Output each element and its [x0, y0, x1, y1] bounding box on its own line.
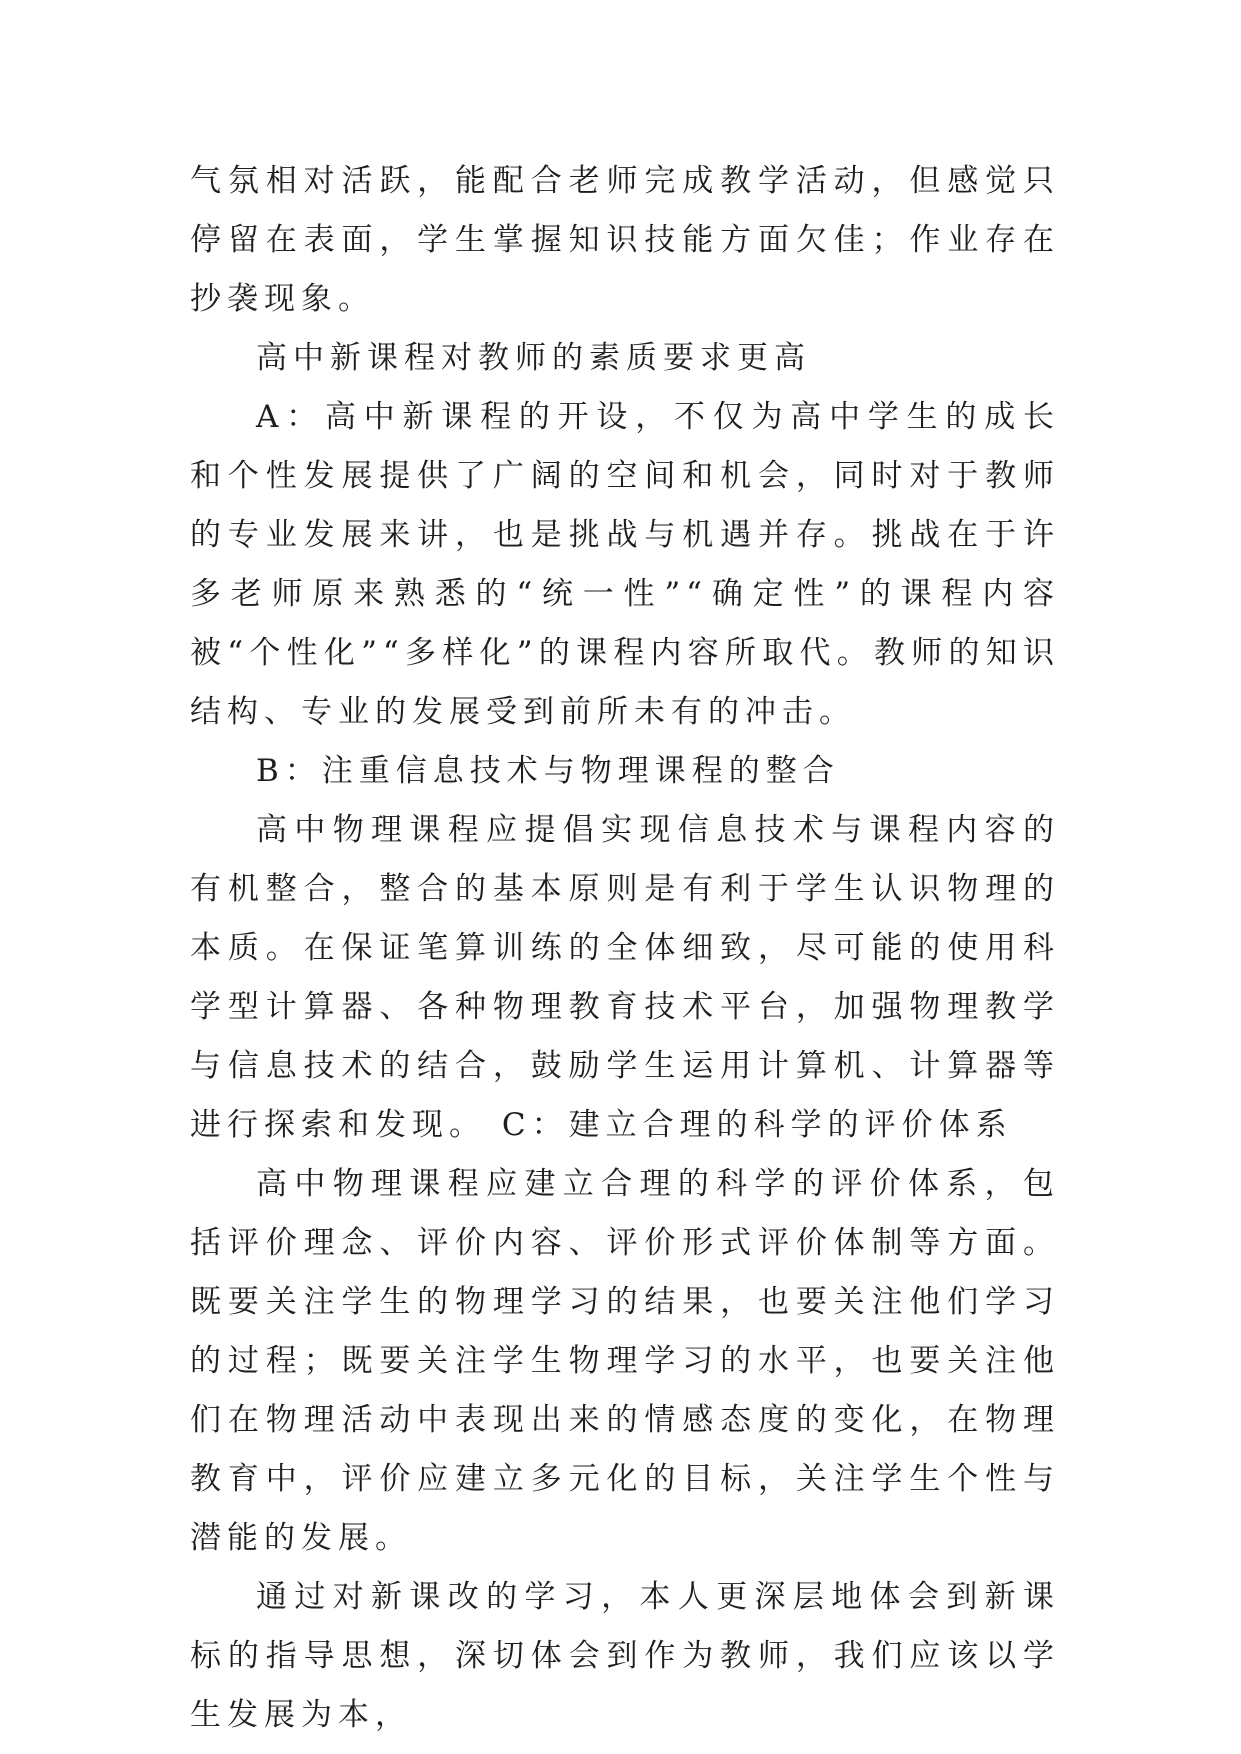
- paragraph-7: 通过对新课改的学习，本人更深层地体会到新课标的指导思想，深切体会到作为教师，我们应该以学生发展为本，: [190, 1579, 1060, 1733]
- paragraph-3: A：高中新课程的开设，不仅为高中学生的成长和个性发展提供了广阔的空间和机会，同时对于教师的专业发展来讲，也是挑战与机遇并存。挑战在于许多老师原来熟悉的“统一性”“确定性”的课程内容被“个性化”“多样化”的课程内容所取代。教师的知识结构、专业的发展受到前所未有的冲击。: [190, 399, 1060, 730]
- paragraph-6: 高中物理课程应建立合理的科学的评价体系，包括评价理念、评价内容、评价形式评价体制等方面。既要关注学生的物理学习的结果，也要关注他们学习的过程；既要关注学生物理学习的水平，也要关注他们在物理活动中表现出来的情感态度的变化，在物理教育中，评价应建立多元化的目标，关注学生个性与潜能的发展。: [190, 1166, 1060, 1556]
- paragraph-4-heading: B：注重信息技术与物理课程的整合: [256, 753, 840, 789]
- paragraph-1: 气氛相对活跃，能配合老师完成教学活动，但感觉只停留在表面，学生掌握知识技能方面欠佳；作业存在抄袭现象。: [190, 163, 1060, 317]
- paragraph-5: 高中物理课程应提倡实现信息技术与课程内容的有机整合，整合的基本原则是有利于学生认识物理的本质。在保证笔算训练的全体细致，尽可能的使用科学型计算器、各种物理教育技术平台，加强物理教学与信息技术的结合，鼓励学生运用计算机、计算器等进行探索和发现。 C：建立合理的科学的评价体系: [190, 812, 1060, 1143]
- document-body: [190, 152, 1060, 1745]
- paragraph-2-heading: 高中新课程对教师的素质要求更高: [256, 340, 811, 376]
